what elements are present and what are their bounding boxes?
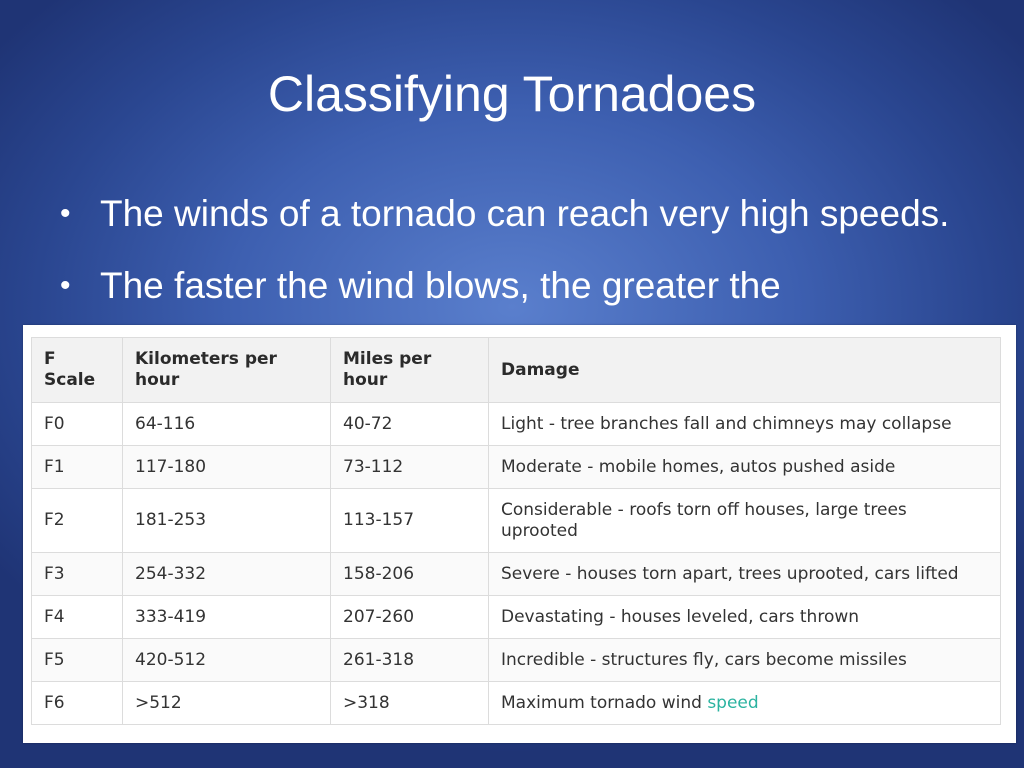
cell-damage: Devastating - houses leveled, cars thrown xyxy=(489,596,1001,639)
cell-mph: 113-157 xyxy=(331,489,489,553)
bullet-text: The faster the wind blows, the greater the xyxy=(100,265,781,306)
table-row xyxy=(32,682,1001,725)
bullet-list xyxy=(60,187,960,313)
header-kmh: Kilometers per hour xyxy=(123,338,331,403)
cell-f-scale: F1 xyxy=(32,446,123,489)
cell-damage xyxy=(489,682,1001,725)
header-f-scale: F Scale xyxy=(32,338,123,403)
cell-mph: 261-318 xyxy=(331,639,489,682)
cell-kmh: 117-180 xyxy=(123,446,331,489)
bullet-dot-icon: • xyxy=(60,197,71,230)
cell-kmh: 254-332 xyxy=(123,553,331,596)
cell-kmh: 420-512 xyxy=(123,639,331,682)
table-row xyxy=(32,446,1001,489)
table-row xyxy=(32,553,1001,596)
cell-f-scale: F2 xyxy=(32,489,123,553)
table-row xyxy=(32,596,1001,639)
fujita-scale-table-image xyxy=(23,325,1016,743)
header-damage: Damage xyxy=(489,338,1001,403)
cell-damage: Light - tree branches fall and chimneys may collapse xyxy=(489,403,1001,446)
cell-damage: Severe - houses torn apart, trees uprooted, cars lifted xyxy=(489,553,1001,596)
header-mph: Miles per hour xyxy=(331,338,489,403)
cell-mph: 158-206 xyxy=(331,553,489,596)
cell-mph: >318 xyxy=(331,682,489,725)
table-row xyxy=(32,489,1001,553)
cell-f-scale: F0 xyxy=(32,403,123,446)
cell-kmh: 333-419 xyxy=(123,596,331,639)
cell-mph: 73-112 xyxy=(331,446,489,489)
cell-f-scale: F3 xyxy=(32,553,123,596)
speed-link[interactable]: speed xyxy=(707,692,759,713)
table-header-row xyxy=(32,338,1001,403)
slide-title: Classifying Tornadoes xyxy=(267,66,757,122)
cell-f-scale: F5 xyxy=(32,639,123,682)
cell-kmh: >512 xyxy=(123,682,331,725)
cell-kmh: 181-253 xyxy=(123,489,331,553)
cell-damage: Moderate - mobile homes, autos pushed aside xyxy=(489,446,1001,489)
damage-text: Maximum tornado wind xyxy=(501,692,708,713)
bullet-item xyxy=(60,187,960,241)
table-row xyxy=(32,639,1001,682)
cell-mph: 40-72 xyxy=(331,403,489,446)
cell-f-scale: F4 xyxy=(32,596,123,639)
cell-mph: 207-260 xyxy=(331,596,489,639)
cell-kmh: 64-116 xyxy=(123,403,331,446)
cell-f-scale: F6 xyxy=(32,682,123,725)
bullet-text: The winds of a tornado can reach very high speeds. xyxy=(100,193,950,234)
bullet-dot-icon: • xyxy=(60,269,71,302)
table-row xyxy=(32,403,1001,446)
fujita-scale-table xyxy=(31,337,1001,725)
cell-damage: Incredible - structures fly, cars become missiles xyxy=(489,639,1001,682)
bullet-item xyxy=(60,259,960,313)
cell-damage: Considerable - roofs torn off houses, large trees uprooted xyxy=(489,489,1001,553)
